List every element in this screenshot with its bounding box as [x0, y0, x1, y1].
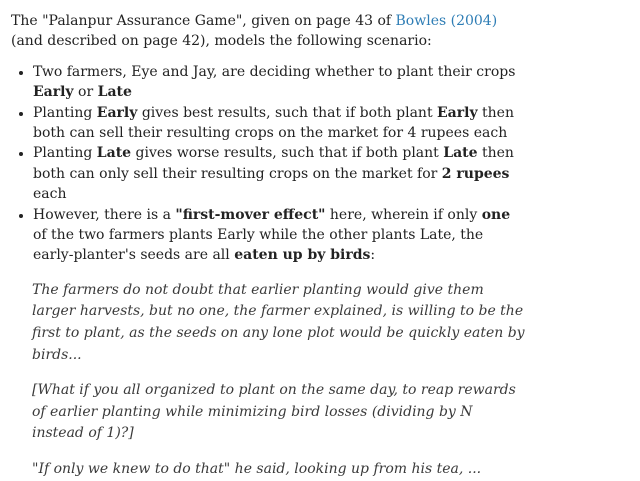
- bold-term: Early: [33, 84, 74, 101]
- bullet-text: then both can only sell their resulting crops on the market for: [33, 145, 514, 182]
- bullet-text: of the two farmers plants Early while the other plants Late, the early-planter's seeds are all: [33, 227, 484, 264]
- quote2-text-start: [What if you all organized to plant on the same day, to reap rewards of earlier planting while minimizing bird losses (dividing by: [32, 382, 516, 420]
- bold-term: "first-mover effect": [175, 206, 326, 223]
- list-item: [33, 103, 526, 144]
- article-body: [11, 11, 526, 481]
- bold-term: one: [481, 206, 511, 223]
- intro-text-end: (and described on page 42), models the following scenario:: [11, 33, 432, 50]
- bold-term: Late: [443, 145, 478, 162]
- quote2-text-end: instead of 1)?]: [32, 425, 134, 442]
- bullet-text: here, wherein if only: [325, 206, 482, 223]
- bullet-text: Planting: [33, 104, 97, 121]
- list-item: [33, 205, 526, 266]
- bullet-text: gives best results, such that if both plant: [137, 104, 438, 121]
- bold-term: Early: [96, 104, 138, 121]
- block-quote: [32, 280, 526, 481]
- bullet-text: :: [370, 247, 376, 264]
- bold-term: Late: [97, 84, 132, 101]
- math-variable-n: N: [460, 403, 473, 420]
- quote-paragraph-2: [32, 380, 526, 445]
- bold-term: 2 rupees: [441, 165, 510, 182]
- bullet-text: Planting: [33, 145, 97, 162]
- intro-paragraph: [11, 11, 526, 52]
- bowles-2004-link[interactable]: Bowles (2004): [395, 13, 498, 29]
- bullet-text: or: [73, 84, 98, 101]
- quote-paragraph-3: "If only we knew to do that" he said, looking up from his tea, ...: [32, 461, 482, 478]
- bold-term: Early: [437, 104, 478, 121]
- bold-term: Late: [96, 145, 132, 162]
- intro-text-start: The "Palanpur Assurance Game", given on page 43 of: [11, 13, 396, 29]
- bullet-text: Two farmers, Eye and Jay, are deciding whether to plant their crops: [33, 63, 516, 80]
- bullet-text: gives worse results, such that if both plant: [131, 145, 444, 162]
- bullet-text: then both can sell their resulting crops on the market for 4 rupees each: [33, 104, 514, 142]
- bold-term: eaten up by birds: [234, 247, 371, 264]
- list-item: [33, 143, 526, 204]
- scenario-list: [11, 62, 526, 266]
- bullet-text: However, there is a: [33, 206, 176, 223]
- list-item: [33, 62, 526, 103]
- quote-paragraph-1: The farmers do not doubt that earlier planting would give them larger harvests, but no one, the farmer explained, is willing to be the first to plant, as the seeds on any lone plot would be quickly eaten by birds...: [32, 281, 525, 363]
- bullet-text: each: [33, 186, 67, 203]
